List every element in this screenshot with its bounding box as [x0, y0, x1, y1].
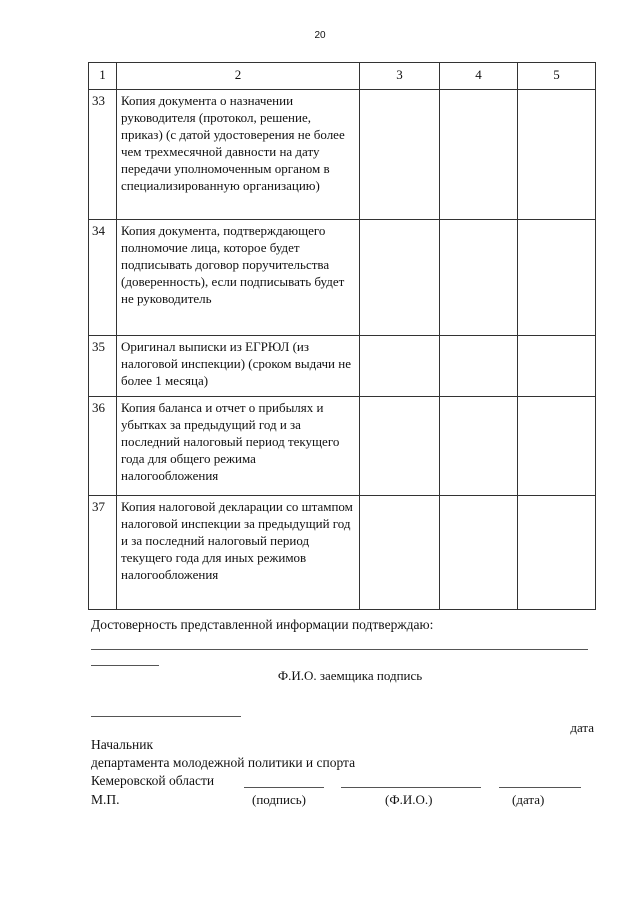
- signature-line-2: [91, 665, 159, 666]
- row-cell-3: [360, 397, 440, 496]
- row-cell-4: [440, 397, 518, 496]
- row-number: 33: [89, 90, 117, 220]
- head-fio-line: [341, 787, 481, 788]
- borrower-signature-label: Ф.И.О. заемщика подпись: [277, 668, 423, 683]
- row-number: 35: [89, 336, 117, 397]
- header-cell-5: 5: [518, 63, 596, 90]
- row-cell-3: [360, 90, 440, 220]
- header-cell-3: 3: [360, 63, 440, 90]
- head-department: департамента молодежной политики и спорта: [91, 755, 356, 770]
- row-cell-3: [360, 496, 440, 610]
- row-cell-4: [440, 90, 518, 220]
- row-cell-4: [440, 220, 518, 336]
- date-label: дата: [570, 720, 594, 735]
- row-description: Оригинал выписки из ЕГРЮЛ (из налоговой инспекции) (сроком выдачи не более 1 месяца): [117, 336, 360, 397]
- stamp-label: М.П.: [91, 792, 120, 807]
- table-row: [89, 90, 596, 220]
- row-cell-3: [360, 220, 440, 336]
- row-number: 34: [89, 220, 117, 336]
- row-cell-3: [360, 336, 440, 397]
- date-line: [91, 716, 241, 717]
- documents-table: [88, 62, 596, 610]
- row-cell-5: [518, 220, 596, 336]
- table-row: [89, 220, 596, 336]
- row-description: Копия документа о назначении руководителя (протокол, решение, приказ) (с датой удостоверения не более чем трехмесячной давности на дату передачи уполномоченным органом в специализированную организацию): [117, 90, 360, 220]
- row-cell-5: [518, 496, 596, 610]
- table-row: [89, 336, 596, 397]
- row-cell-5: [518, 90, 596, 220]
- header-cell-1: 1: [89, 63, 117, 90]
- head-date-label: (дата): [512, 792, 545, 807]
- table-row: [89, 496, 596, 610]
- page-number: 20: [314, 30, 326, 41]
- row-number: 37: [89, 496, 117, 610]
- confirmation-text: Достоверность представленной информации подтверждаю:: [91, 617, 434, 632]
- row-description: Копия налоговой декларации со штампом налоговой инспекции за предыдущий год и за последний налоговый период текущего года для иных режимов налогообложения: [117, 496, 360, 610]
- head-title: Начальник: [91, 737, 154, 752]
- table-header-row: [89, 63, 596, 90]
- row-cell-4: [440, 496, 518, 610]
- signature-line-1: [91, 649, 588, 650]
- row-number: 36: [89, 397, 117, 496]
- head-region: Кемеровской области: [91, 773, 215, 788]
- row-description: Копия документа, подтверждающего полномочие лица, которое будет подписывать договор поручительства (доверенность), если подписывать будет не руководитель: [117, 220, 360, 336]
- row-cell-5: [518, 336, 596, 397]
- row-cell-5: [518, 397, 596, 496]
- header-cell-2: 2: [117, 63, 360, 90]
- head-signature-label: (подпись): [252, 792, 306, 807]
- head-date-line: [499, 787, 581, 788]
- row-description: Копия баланса и отчет о прибылях и убытках за предыдущий год и за последний налоговый период текущего года для общего режима налогообложения: [117, 397, 360, 496]
- row-cell-4: [440, 336, 518, 397]
- header-cell-4: 4: [440, 63, 518, 90]
- head-fio-label: (Ф.И.О.): [385, 792, 433, 807]
- table-row: [89, 397, 596, 496]
- head-signature-line: [244, 787, 324, 788]
